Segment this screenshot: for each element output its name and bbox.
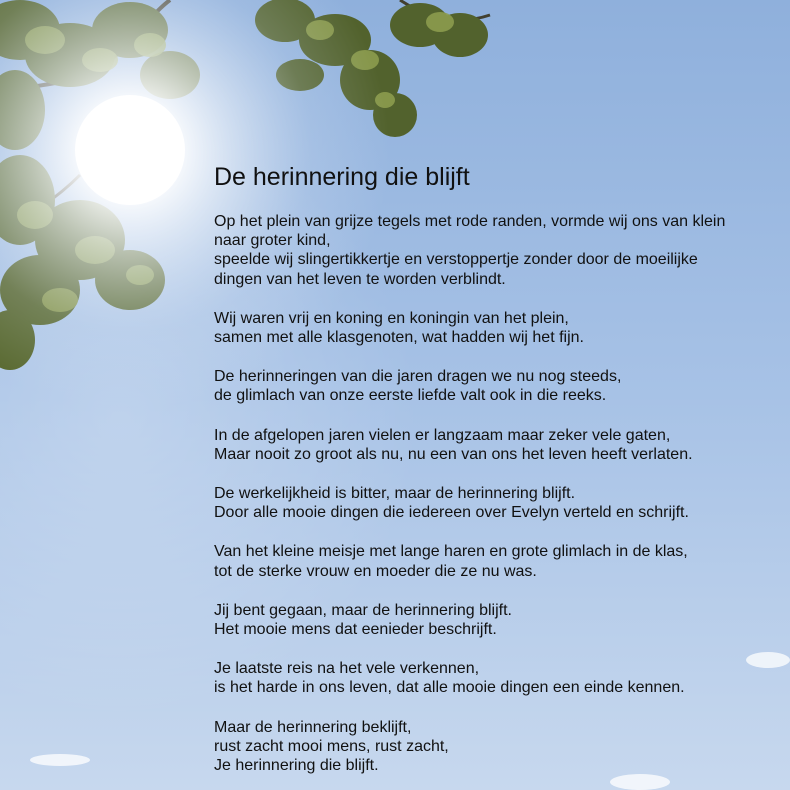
poem-stanza [214,484,780,522]
poem-line: speelde wij slingertikkertje en verstoppertje zonder door de moeilijke [214,251,698,269]
poem-line: Het mooie mens dat eenieder beschrijft. [214,621,497,639]
poem-stanza [214,718,780,776]
poem-line: Door alle mooie dingen die iedereen over Evelyn verteld en schrijft. [214,504,689,522]
poem-body [214,212,780,775]
poem-line: is het harde in ons leven, dat alle mooie dingen een einde kennen. [214,679,685,697]
poem-line: naar groter kind, [214,232,331,250]
poem-line: Maar nooit zo groot als nu, nu een van ons het leven heeft verlaten. [214,445,693,463]
poem-line: Je herinnering die blijft. [214,757,379,775]
poem-line: Op het plein van grijze tegels met rode randen, vormde wij ons van klein [214,213,726,230]
poem-line: Maar de herinnering beklijft, [214,718,412,736]
poem-title: De herinnering die blijft [214,163,470,191]
poem [214,161,780,790]
poem-stanza [214,367,780,405]
poem-line: In de afgelopen jaren vielen er langzaam maar zeker vele gaten, [214,426,671,444]
poem-line: Je laatste reis na het vele verkennen, [214,660,480,678]
poem-line: rust zacht mooi mens, rust zacht, [214,737,449,755]
poem-stanza [214,309,780,347]
poem-line: De herinneringen van die jaren dragen we nu nog steeds, [214,368,622,386]
poem-line: De werkelijkheid is bitter, maar de herinnering blijft. [214,485,576,503]
poem-line: Van het kleine meisje met lange haren en grote glimlach in de klas, [214,543,688,561]
poem-line: Jij bent gegaan, maar de herinnering blijft. [214,601,512,619]
poem-stanza [214,542,780,580]
poem-line: dingen van het leven te worden verblindt. [214,270,506,288]
poem-stanza [214,426,780,464]
poem-line: samen met alle klasgenoten, wat hadden wij het fijn. [214,329,584,347]
poem-line: Wij waren vrij en koning en koningin van het plein, [214,309,569,327]
poem-line: tot de sterke vrouw en moeder die ze nu was. [214,562,537,580]
poem-stanza [214,601,780,639]
poem-stanza [214,659,780,697]
poem-stanza [214,212,780,289]
poem-line: de glimlach van onze eerste liefde valt ook in die reeks. [214,387,607,405]
